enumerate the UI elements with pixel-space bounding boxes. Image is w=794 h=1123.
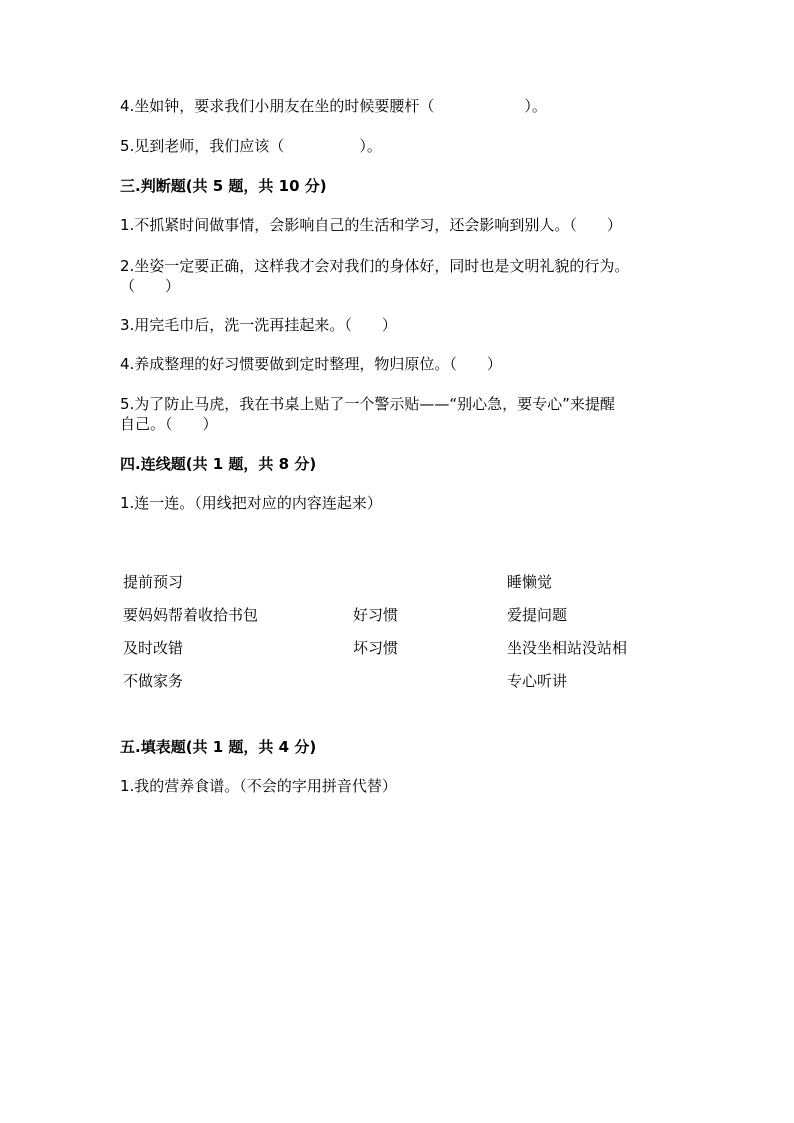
judge-question-1: 1.不抓紧时间做事情，会影响自己的生活和学习，还会影响到别人。（ ）	[120, 216, 622, 234]
fill-question-5: 5.见到老师，我们应该（ ）。	[120, 137, 382, 155]
section-4-heading: 四.连线题(共 1 题，共 8 分)	[120, 455, 317, 473]
judge-question-5-line1: 5.为了防止马虎，我在书桌上贴了一个警示贴——“别心急，要专心”来提醒	[120, 395, 615, 413]
match-left-item[interactable]: 及时改错	[123, 639, 184, 657]
match-right-item[interactable]: 专心听讲	[507, 672, 568, 690]
match-middle-item[interactable]: 好习惯	[353, 606, 399, 624]
match-right-item[interactable]: 睡懒觉	[507, 573, 553, 591]
table-question-1: 1.我的营养食谱。（不会的字用拼音代替）	[120, 777, 397, 795]
matching-question-1: 1.连一连。（用线把对应的内容连起来）	[120, 494, 382, 512]
match-right-item[interactable]: 坐没坐相站没站相	[507, 639, 628, 657]
judge-question-4: 4.养成整理的好习惯要做到定时整理，物归原位。（ ）	[120, 355, 502, 373]
section-3-heading: 三.判断题(共 5 题，共 10 分)	[120, 177, 327, 195]
match-middle-item[interactable]: 坏习惯	[353, 639, 399, 657]
match-left-item[interactable]: 提前预习	[123, 573, 184, 591]
fill-question-4: 4.坐如钟，要求我们小朋友在坐的时候要腰杆（ ）。	[120, 97, 547, 115]
judge-question-3: 3.用完毛巾后，洗一洗再挂起来。（ ）	[120, 316, 397, 334]
match-left-item[interactable]: 不做家务	[123, 672, 184, 690]
judge-question-2-line1: 2.坐姿一定要正确，这样我才会对我们的身体好，同时也是文明礼貌的行为。	[120, 257, 630, 275]
match-right-item[interactable]: 爱提问题	[507, 606, 568, 624]
judge-question-5-line2: 自己。（ ）	[120, 415, 218, 433]
match-left-item[interactable]: 要妈妈帮着收拾书包	[123, 606, 259, 624]
judge-question-2-line2: （ ）	[120, 277, 181, 295]
section-5-heading: 五.填表题(共 1 题，共 4 分)	[120, 738, 317, 756]
